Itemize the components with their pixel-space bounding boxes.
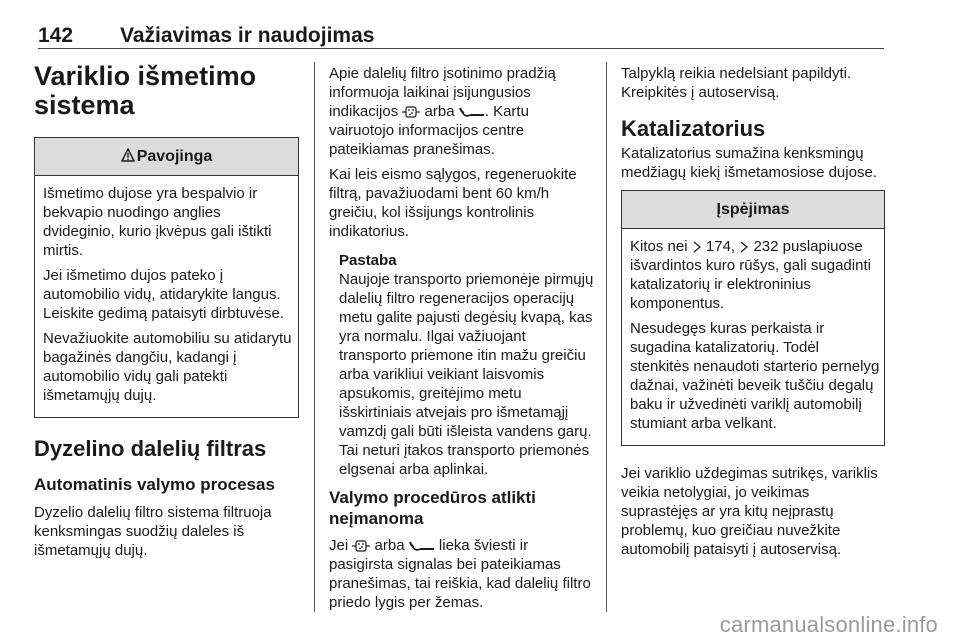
note-block [329,251,594,479]
danger-box-header [35,138,298,176]
text-span: Apie dalelių filtro įsotinimo pradžią informuoja laikinai įsijungusios indikacijos [329,65,556,120]
paragraph: Nevažiuokite automobiliu su atidarytu bagažinės dangčiu, kadangi į automobilio vidų gali patekti išmetamųjų dujų. [43,330,292,404]
paragraph: Jei išmetimo dujos pateko į automobilio vidų, atidarykite langus. Leiskite gedimą pataisyti dirbtuvėse. [43,267,284,322]
paragraph: Dyzelio dalelių filtro sistema filtruoja kenksmingas suodžių daleles iš išmetamųjų dujų. [34,504,272,559]
paragraph: Katalizatorius sumažina kenksmingų medžiagų kiekį išmetamosiose dujose. [621,145,877,181]
text-span: Kitos nei [630,238,688,255]
text-span: . Kartu vairuotojo informacijos centre pateikiamas pranešimas. [329,103,529,158]
paragraph: Jei variklio uždegimas sutrikęs, variklis veikia netolygiai, jo veikimas suprastėjęs ar yra kitų neįprastų problemų, kuo greičiau nuvežkite automobilį pataisyti į autoservisą. [621,465,878,558]
page-reference[interactable]: 232 [753,238,779,255]
glow-plug-icon [409,540,435,552]
text-span: arba [374,537,405,554]
running-title: Važiavimas ir naudojimas [120,24,375,47]
subheading: Valymo procedūros atlikti neįmanoma [329,488,536,528]
danger-box-body [35,176,298,417]
warning-triangle-icon [121,148,135,162]
page-reference-arrow-icon[interactable] [692,241,702,253]
page-header [38,22,884,49]
caution-box-body [622,229,884,445]
section-title-line: Variklio išmetimo [34,61,257,91]
text-span: Jei [329,537,349,554]
glow-plug-icon [459,106,485,118]
paragraph [630,237,880,313]
section-title-line: sistema [34,90,135,120]
section-heading: Katalizatorius [621,116,766,141]
danger-box [34,137,299,418]
column-1 [34,62,299,566]
section-title [34,62,299,120]
column-2 [329,64,594,618]
text-span: arba [424,103,455,120]
paragraph: Kai leis eismo sąlygos, regeneruokite filtrą, pavažiuodami bent 60 km/h greičiu, kol išsijungs kontrolinis indikatorius. [329,166,577,240]
diesel-particle-filter-icon [402,105,420,119]
paragraph [329,64,594,159]
column-divider [606,62,607,612]
caution-box-header: Įspėjimas [622,191,884,229]
danger-box-title: Pavojinga [136,148,213,165]
page-reference[interactable]: 174, [705,238,736,255]
paragraph: Talpyklą reikia nedelsiant papildyti. Kreipkitės į autoservisą. [621,65,852,101]
caution-box [621,190,885,446]
subheading: Automatinis valymo procesas [34,475,275,494]
text-span: puslapiuose išvardintos kuro rūšys, gali sugadinti katalizatorių ir elektroninius komponentus. [630,238,871,312]
paragraph [329,536,594,612]
text-span: lieka šviesti ir pasigirsta signalas bei pateikiamas pranešimas, tai reiškia, kad dalelių filtro priedo lygis per žemas. [329,537,591,611]
note-text: Naujoje transporto priemonėje pirmųjų dalelių filtro regeneracijos operacijų metu galite pajusti degėsių kvapą, kas yra normalu. Ilgai važiuojant transporto priemone itin mažu greičiu arba varikliui veikiant laisvomis apsukomis, greitėjimo metu išskirtiniais atvejais pro išmetamąjį vamzdį gali būti išleista vandens garų. Tai neturi įtakos transporto priemonės elgsenai arba aplinkai. [339,271,594,478]
page-reference-arrow-icon[interactable] [739,241,749,253]
note-title: Pastaba [339,252,397,269]
paragraph: Nesudegęs kuras perkaista ir sugadina katalizatorių. Todėl stenkitės nenaudoti starterio pernelyg dažnai, važinėti beveik tuščiu degalų baku ir užvedinėti variklį automobilį stumiant arba velkant. [630,320,880,432]
diesel-particle-filter-icon [352,539,370,553]
page-number: 142 [38,24,74,47]
section-heading: Dyzelino dalelių filtras [34,436,267,461]
paragraph: Išmetimo dujose yra bespalvio ir bekvapio nuodingo anglies dvideginio, kurio įkvėpus gali ištikti mirtis. [43,185,272,259]
watermark: carmanualsonline.info [719,612,938,637]
column-3 [621,64,885,565]
column-divider [314,62,315,612]
